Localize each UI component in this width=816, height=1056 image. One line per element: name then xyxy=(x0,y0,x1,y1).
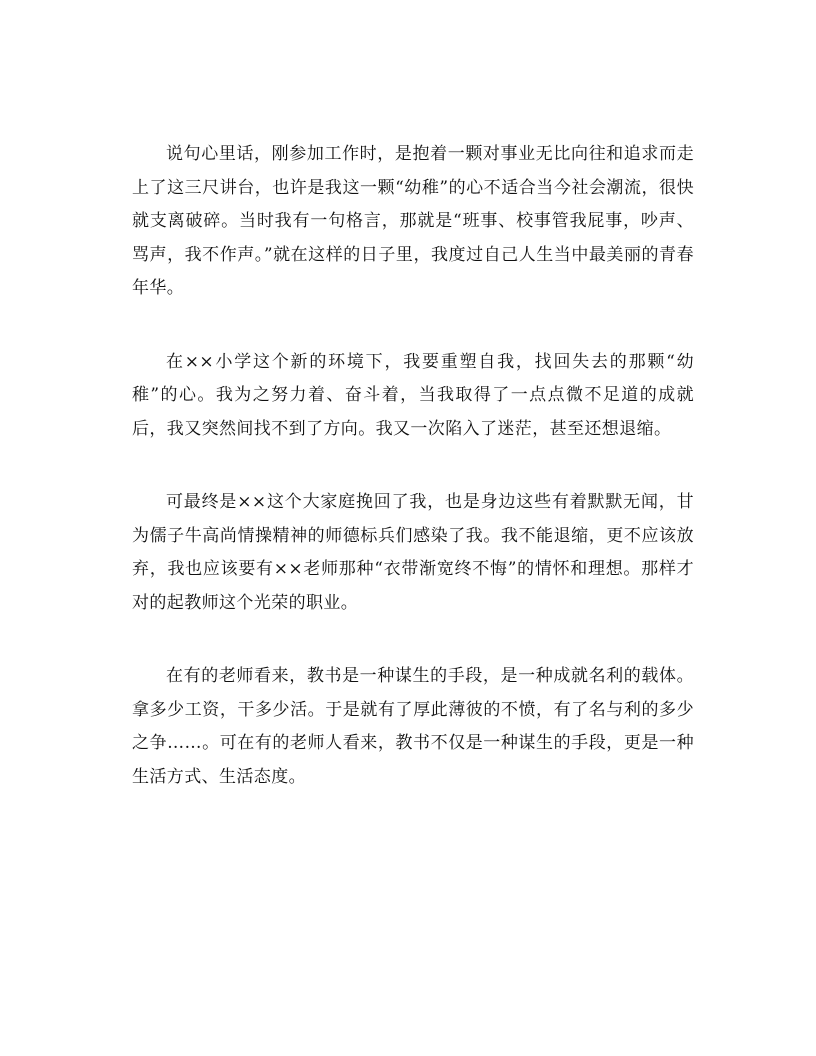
paragraph-1: 说句心里话，刚参加工作时，是抱着一颗对事业无比向往和追求而走上了这三尺讲台，也许是我这一颗“幼稚”的心不适合当今社会潮流，很快就支离破碎。当时我有一句格言，那就是“班事、校事管我屁事，吵声、骂声，我不作声。”就在这样的日子里，我度过自己人生当中最美丽的青春年华。 xyxy=(132,144,694,298)
paragraph-3: 可最终是××这个大家庭挽回了我，也是身边这些有着默默无闻，甘为儒子牛高尚情操精神的师德标兵们感染了我。我不能退缩，更不应该放弃，我也应该要有××老师那种“衣带渐宽终不悔”的情怀和理想。那样才对的起教师这个光荣的职业。 xyxy=(132,492,694,613)
paragraph-2: 在××小学这个新的环境下，我要重塑自我，找回失去的那颗“幼稚”的心。我为之努力着、奋斗着，当我取得了一点点微不足道的成就后，我又突然间找不到了方向。我又一次陷入了迷茫，甚至还想退缩。 xyxy=(132,351,694,439)
document-body xyxy=(132,138,694,834)
paragraph-4: 在有的老师看来，教书是一种谋生的手段，是一种成就名利的载体。拿多少工资，干多少活。于是就有了厚此薄彼的不愤，有了名与利的多少之争……。可在有的老师人看来，教书不仅是一种谋生的手段，更是一种生活方式、生活态度。 xyxy=(132,666,694,787)
